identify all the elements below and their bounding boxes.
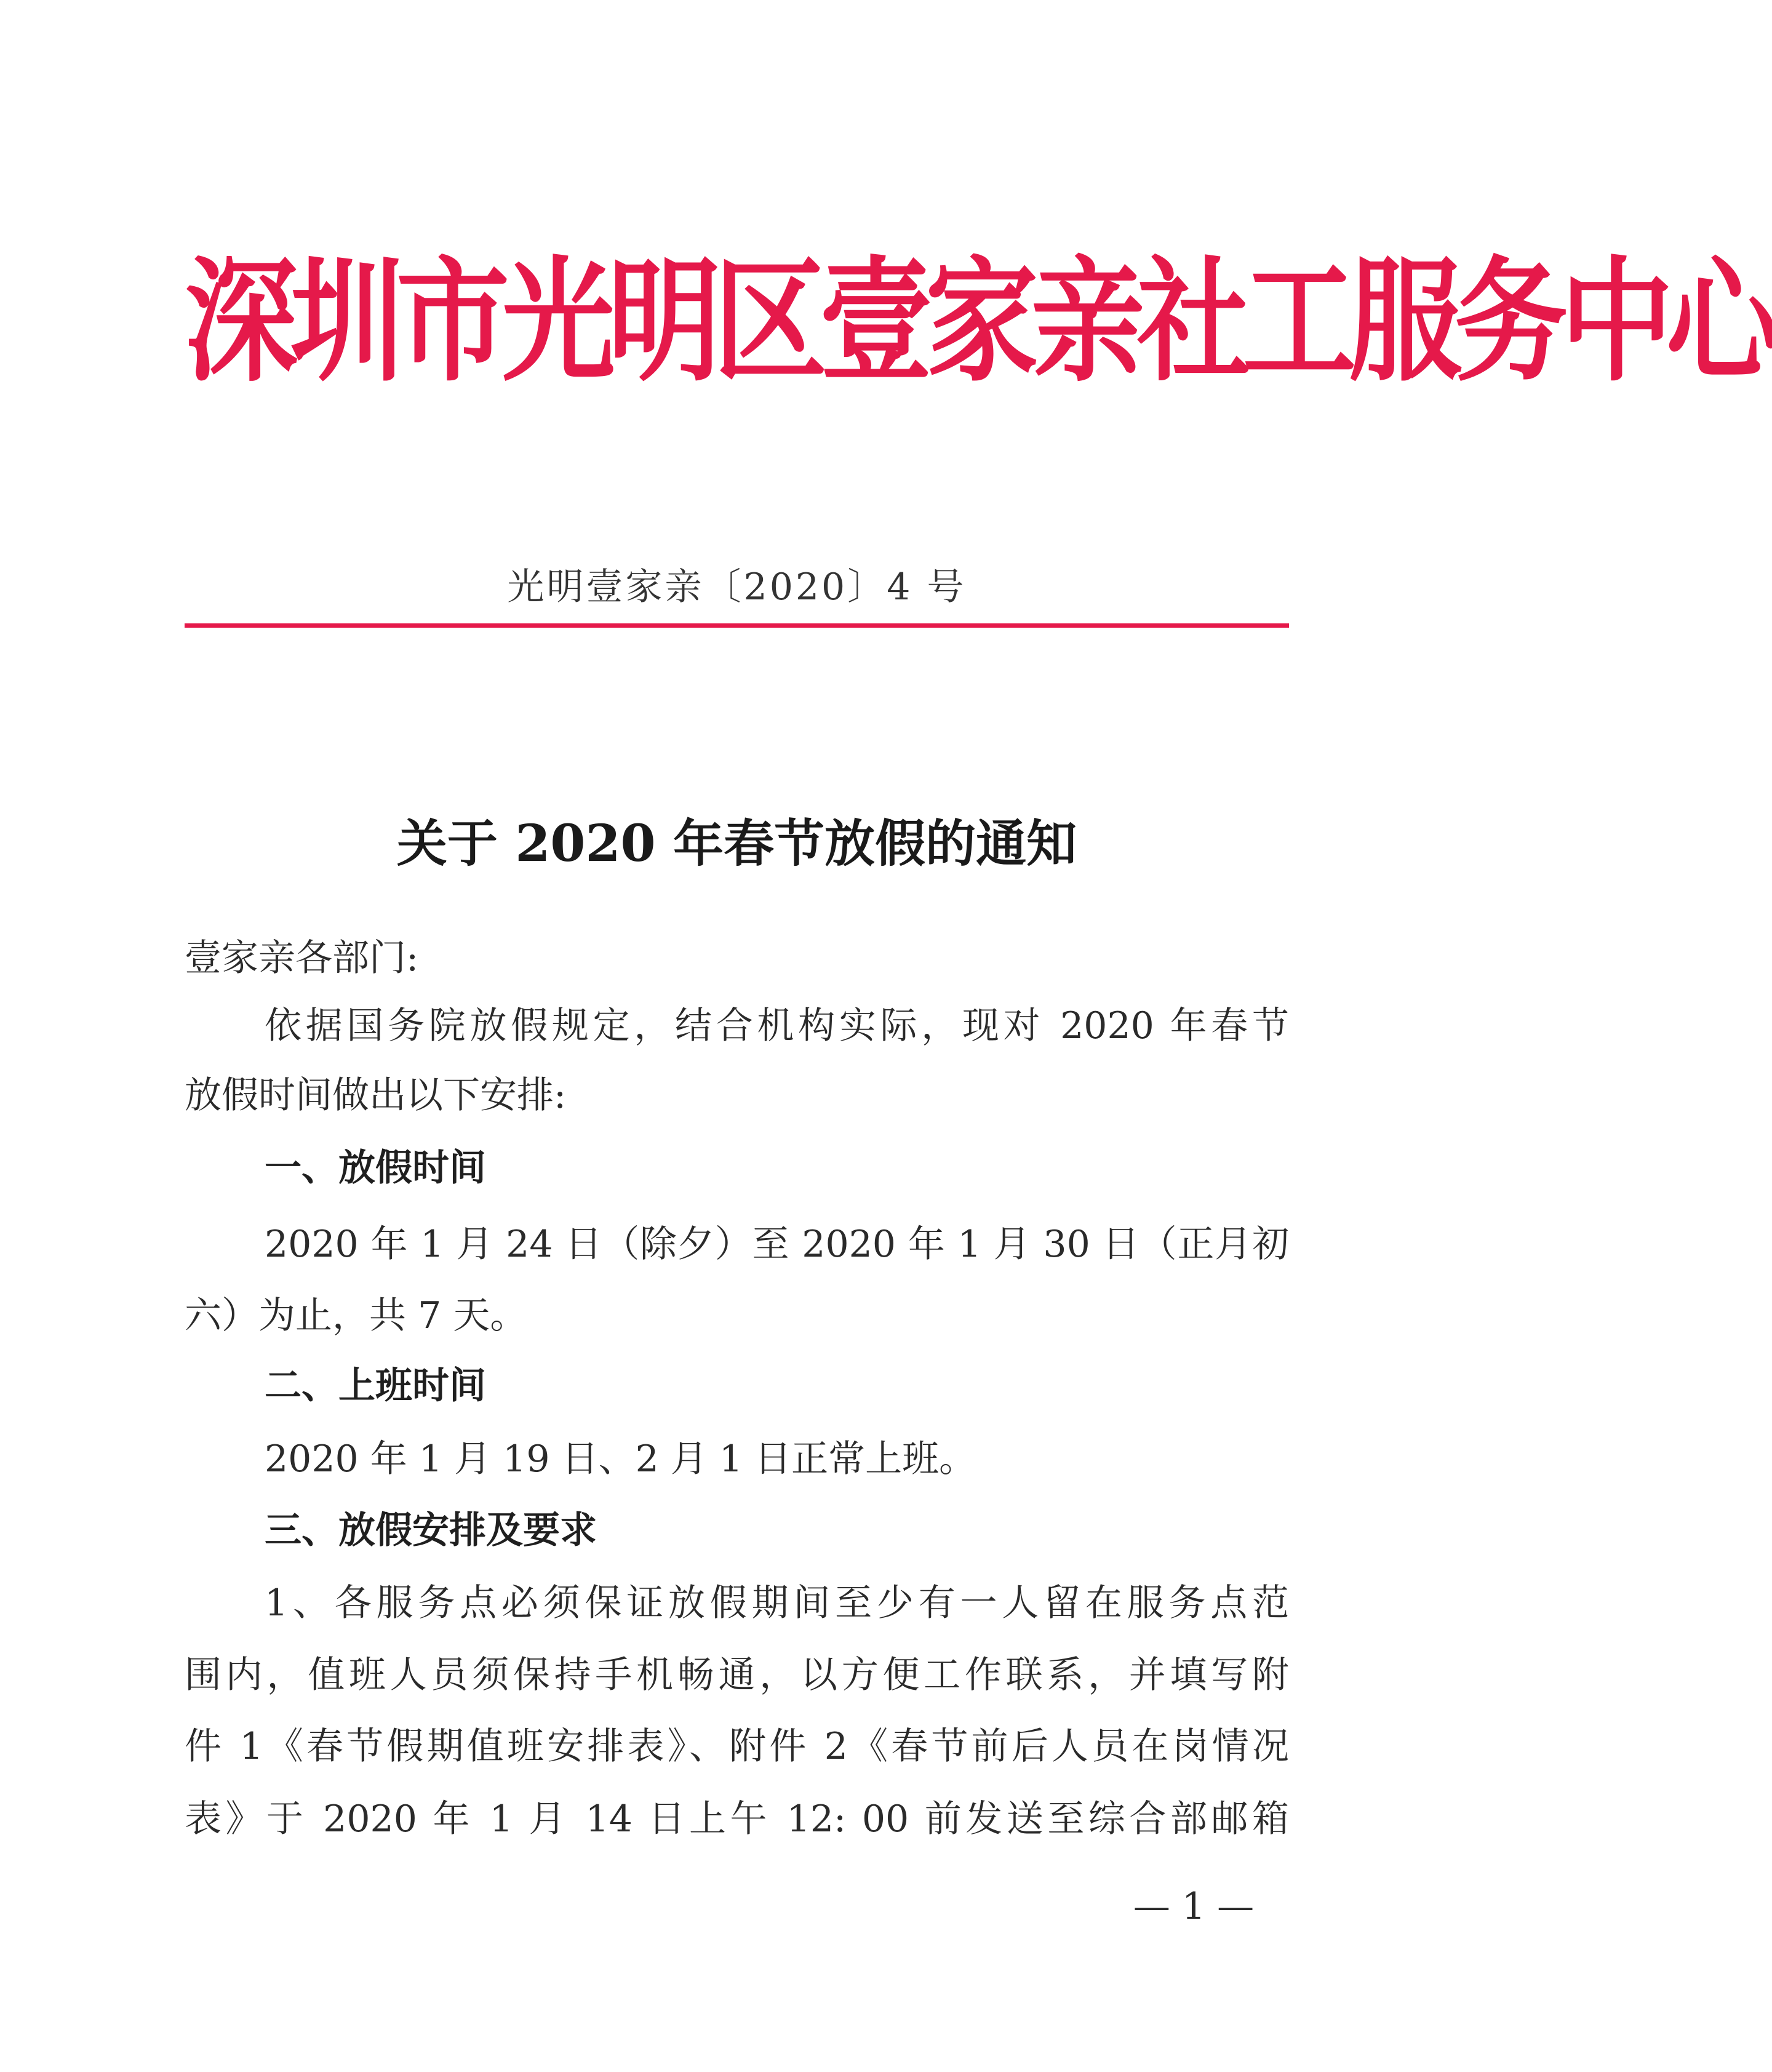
organization-name: 深圳市光明区壹家亲社工服务中心 — [185, 244, 1772, 400]
section-2-heading: 二、上班时间 — [265, 1364, 486, 1407]
intro-line-2: 放假时间做出以下安排: — [185, 1074, 567, 1117]
section-2-line-1: 2020 年 1 月 19 日、2 月 1 日正常上班。 — [265, 1438, 976, 1481]
section-3-line-1: 1、各服务点必须保证放假期间至少有一人留在服务点范 — [265, 1582, 1289, 1625]
section-1-heading: 一、放假时间 — [265, 1146, 486, 1190]
section-3-line-3: 件 1《春节假期值班安排表》、附件 2《春节前后人员在岗情况 — [185, 1725, 1289, 1768]
page-number: — 1 — — [1133, 1885, 1255, 1928]
intro-line-1: 依据国务院放假规定，结合机构实际，现对 2020 年春节 — [265, 1004, 1289, 1047]
document-number: 光明壹家亲〔2020〕4 号 — [507, 566, 967, 609]
section-3-line-2: 围内，值班人员须保持手机畅通，以方便工作联系，并填写附 — [185, 1654, 1289, 1697]
header-divider — [185, 623, 1289, 628]
salutation: 壹家亲各部门: — [185, 937, 419, 980]
document-title: 关于 2020 年春节放假的通知 — [396, 814, 1077, 873]
section-3-line-4: 表》于 2020 年 1 月 14 日上午 12: 00 前发送至综合部邮箱 — [185, 1798, 1289, 1841]
section-3-heading: 三、放假安排及要求 — [265, 1509, 597, 1552]
section-1-line-1: 2020 年 1 月 24 日（除夕）至 2020 年 1 月 30 日（正月初 — [265, 1223, 1289, 1266]
section-1-line-2: 六）为止，共 7 天。 — [185, 1294, 527, 1337]
